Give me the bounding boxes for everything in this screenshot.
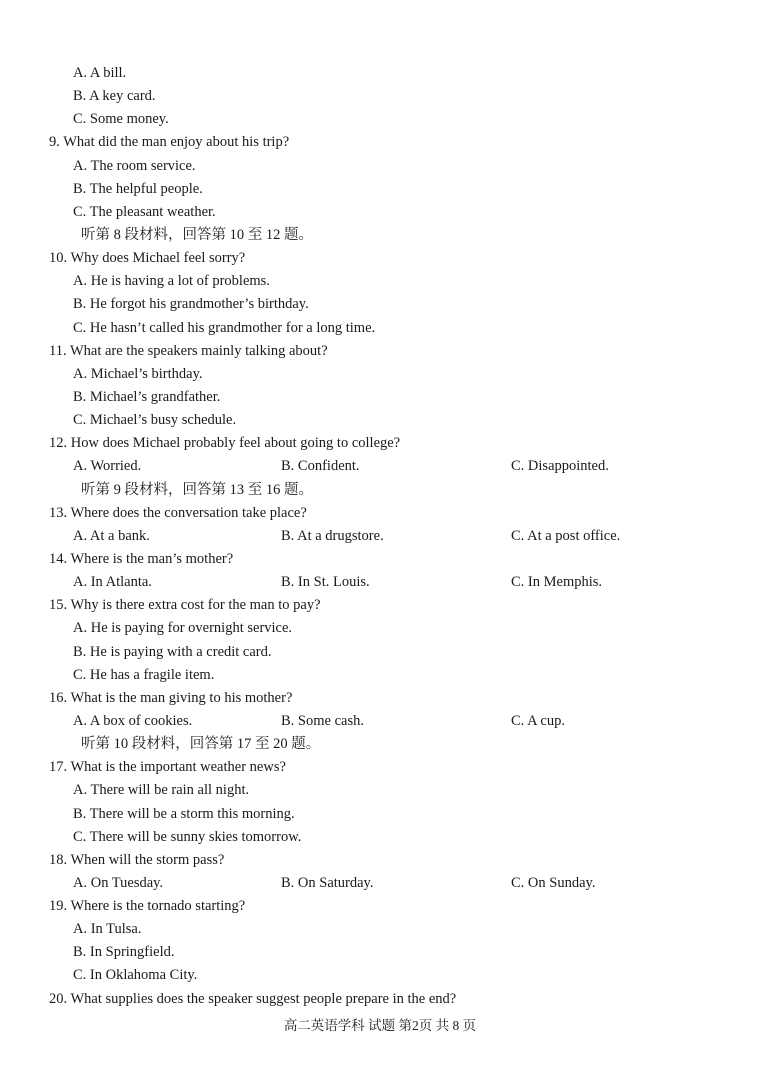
answer-option: A. Worried. <box>73 458 142 475</box>
answer-option: C. Some money. <box>73 111 169 128</box>
answer-option: B. At a drugstore. <box>281 527 384 544</box>
answer-option: A. On Tuesday. <box>73 874 164 891</box>
answer-option: A. A box of cookies. <box>73 712 193 729</box>
answer-option: C. The pleasant weather. <box>73 203 216 220</box>
answer-option: C. Disappointed. <box>511 458 609 475</box>
answer-option: C. In Oklahoma City. <box>73 967 198 984</box>
question-text: 10. Why does Michael feel sorry? <box>49 250 246 267</box>
question-text: 11. What are the speakers mainly talking about? <box>49 342 328 359</box>
answer-option: B. Confident. <box>281 458 360 475</box>
question-text: 19. Where is the tornado starting? <box>49 898 246 915</box>
answer-option: A. He is having a lot of problems. <box>73 273 270 290</box>
options-row <box>0 571 760 594</box>
answer-option: B. He forgot his grandmother’s birthday. <box>73 296 309 313</box>
answer-option: B. Michael’s grandfather. <box>73 388 221 405</box>
options-row <box>0 455 760 478</box>
answer-option: B. On Saturday. <box>281 874 374 891</box>
answer-option: C. A cup. <box>511 712 565 729</box>
answer-option: B. A key card. <box>73 88 156 105</box>
question-text: 20. What supplies does the speaker suggest people prepare in the end? <box>49 990 457 1007</box>
answer-option: C. There will be sunny skies tomorrow. <box>73 828 302 845</box>
section-instruction: 听第 10 段材料，回答第 17 至 20 题。 <box>81 736 321 753</box>
answer-option: A. At a bank. <box>73 527 150 544</box>
answer-option: A. There will be rain all night. <box>73 782 250 799</box>
answer-option: A. A bill. <box>73 65 127 81</box>
answer-option: B. In St. Louis. <box>281 574 370 591</box>
answer-option: C. He hasn’t called his grandmother for a long time. <box>73 319 376 336</box>
page-footer: 高二英语学科 试题 第2页 共 8 页 <box>283 1018 477 1033</box>
section-instruction: 听第 9 段材料，回答第 13 至 16 题。 <box>81 481 313 498</box>
options-row <box>0 710 760 733</box>
options-row <box>0 525 760 548</box>
answer-option: C. He has a fragile item. <box>73 666 215 683</box>
answer-option: A. The room service. <box>73 157 196 174</box>
answer-option: A. He is paying for overnight service. <box>73 620 293 637</box>
answer-option: C. Michael’s busy schedule. <box>73 412 237 429</box>
section-instruction: 听第 8 段材料，回答第 10 至 12 题。 <box>81 226 313 243</box>
answer-option: B. In Springfield. <box>73 944 175 961</box>
answer-option: B. The helpful people. <box>73 180 203 197</box>
answer-option: B. There will be a storm this morning. <box>73 805 295 822</box>
question-text: 15. Why is there extra cost for the man to pay? <box>49 597 321 614</box>
question-text: 9. What did the man enjoy about his trip? <box>49 134 290 151</box>
exam-page-content <box>0 62 760 1011</box>
question-text: 13. Where does the conversation take place? <box>49 504 307 521</box>
question-text: 12. How does Michael probably feel about going to college? <box>49 435 401 452</box>
answer-option: C. At a post office. <box>511 527 621 544</box>
answer-option: B. Some cash. <box>281 712 364 729</box>
question-text: 18. When will the storm pass? <box>49 851 225 868</box>
question-text: 14. Where is the man’s mother? <box>49 550 234 567</box>
question-text: 16. What is the man giving to his mother? <box>49 689 293 706</box>
answer-option: C. On Sunday. <box>511 874 596 891</box>
answer-option: A. Michael’s birthday. <box>73 365 203 382</box>
answer-option: A. In Tulsa. <box>73 921 142 938</box>
answer-option: A. In Atlanta. <box>73 574 152 591</box>
options-row <box>0 872 760 895</box>
question-text: 17. What is the important weather news? <box>49 759 286 776</box>
answer-option: C. In Memphis. <box>511 574 603 591</box>
answer-option: B. He is paying with a credit card. <box>73 643 272 660</box>
